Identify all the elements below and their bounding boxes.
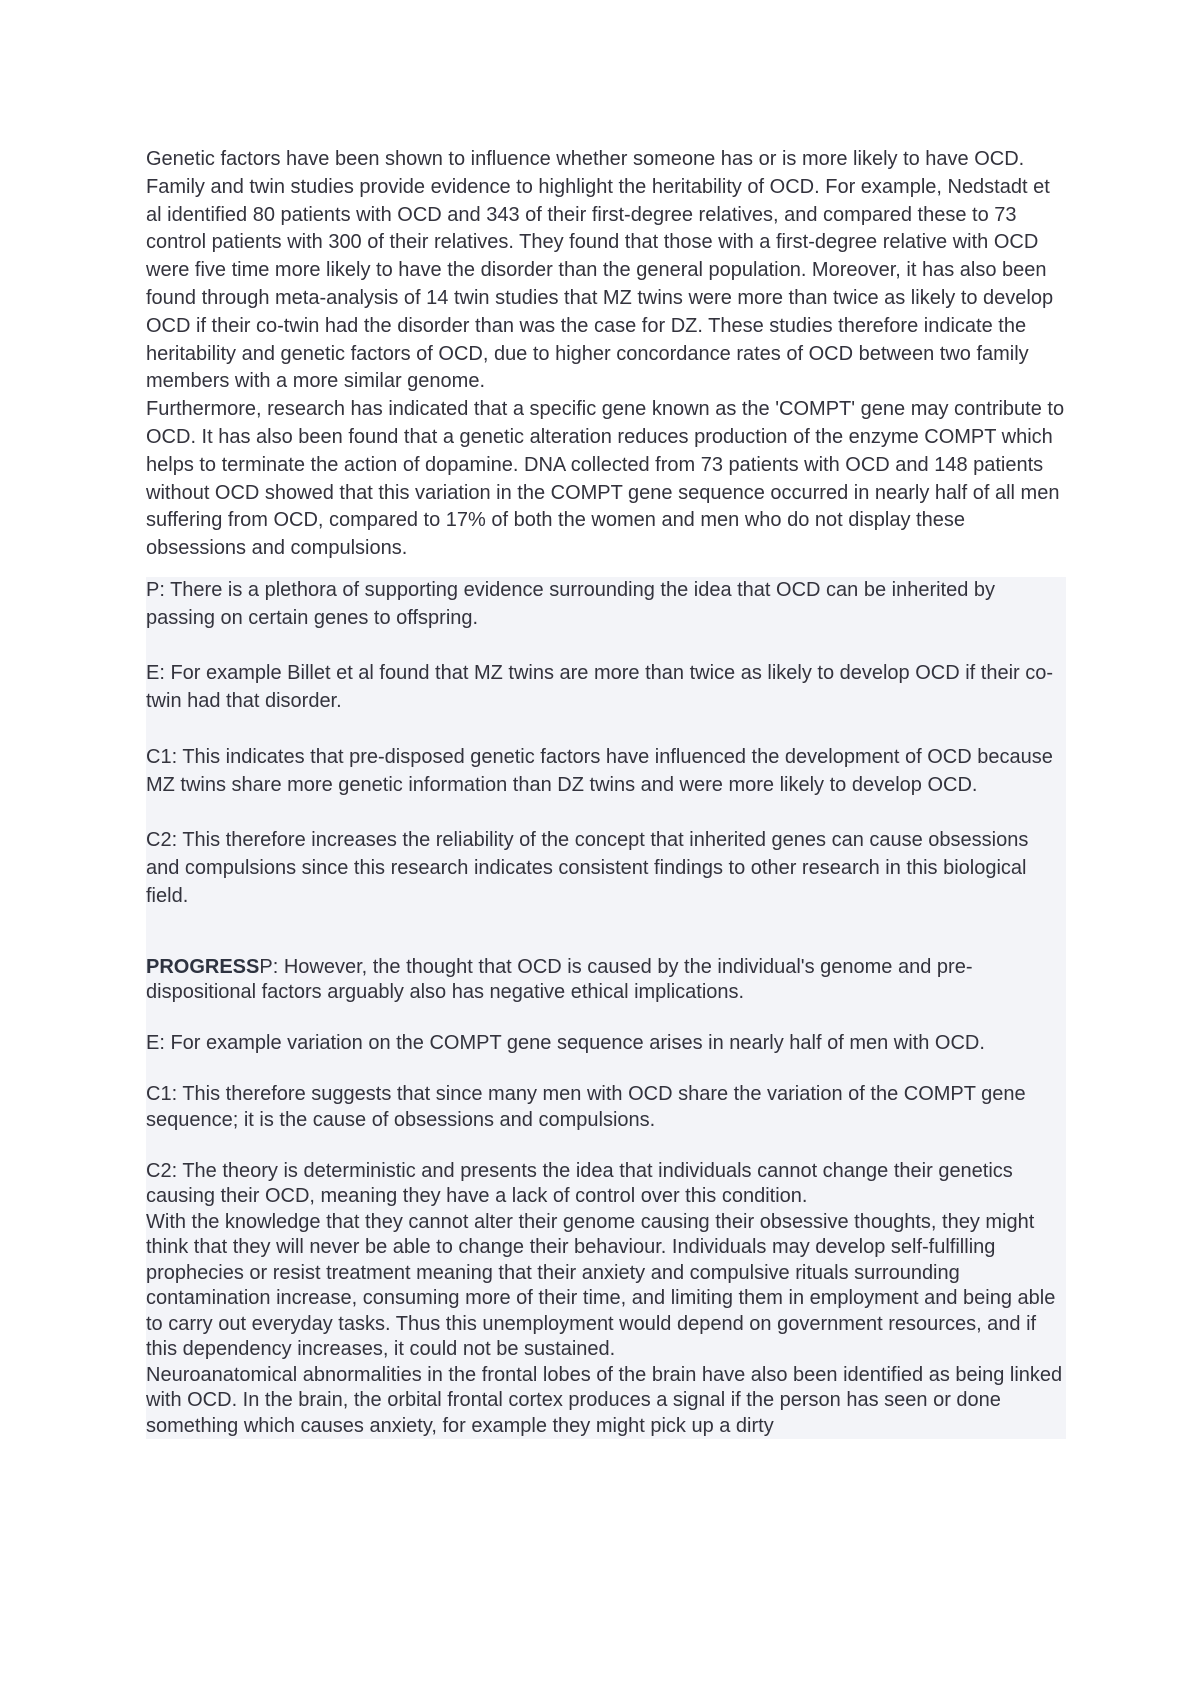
pec-section-support <box>146 577 1066 1439</box>
document-body <box>146 146 1066 1439</box>
progress-label: PROGRESS <box>146 955 260 978</box>
pec1-evidence: E: For example Billet et al found that MZ twins are more than twice as likely to develop OCD if their co-twin had that disorder. <box>146 662 1054 713</box>
neuroanatomical-paragraph: Neuroanatomical abnormalities in the frontal lobes of the brain have also been identified as being linked with OCD. In the brain, the orbital frontal cortex produces a signal if the person has seen or done something which causes anxiety, for example they might pick up a dirty <box>146 1363 1063 1437</box>
intro-section <box>146 146 1066 563</box>
pec1-comment-1: C1: This indicates that pre-disposed genetic factors have influenced the development of OCD because MZ twins share more genetic information than DZ twins and were more likely to develop OCD. <box>146 745 1053 796</box>
intro-paragraph-genetic-factors: Genetic factors have been shown to influence whether someone has or is more likely to have OCD. Family and twin studies provide evidence to highlight the heritability of OCD. For example, Nedstadt et al identified 80 patients with OCD and 343 of their first-degree relatives, and compared these to 73 control patients with 300 of their relatives. They found that those with a first-degree relative with OCD were five time more likely to have the disorder than the general population. Moreover, it has also been found through meta-analysis of 14 twin studies that MZ twins were more than twice as likely to develop OCD if their co-twin had the disorder than was the case for DZ. These studies therefore indicate the heritability and genetic factors of OCD, due to higher concordance rates of OCD between two family members with a more similar genome. <box>146 148 1054 393</box>
pec2-comment-2-continued: With the knowledge that they cannot alter their genome causing their obsessive thoughts, they might think that they will never be able to change their behaviour. Individuals may develop self-fulfilling prophecies or resist treatment meaning that their anxiety and compulsive rituals surrounding contamination increase, consuming more of their time, and limiting them in employment and being able to carry out everyday tasks. Thus this unemployment would depend on government resources, and if this dependency increases, it could not be sustained. <box>146 1210 1056 1361</box>
pec2-comment-1: C1: This therefore suggests that since many men with OCD share the variation of the COMPT gene sequence; it is the cause of obsessions and compulsions. <box>146 1083 1026 1131</box>
pec2-point-line <box>146 955 1066 1006</box>
pec1-comment-2: C2: This therefore increases the reliability of the concept that inherited genes can cause obsessions and compulsions since this research indicates consistent findings to other research in this biological field. <box>146 829 1029 907</box>
pec2-point: P: However, the thought that OCD is caused by the individual's genome and pre-dispositional factors arguably also has negative ethical implications. <box>146 955 973 1004</box>
pec2-evidence: E: For example variation on the COMPT gene sequence arises in nearly half of men with OCD. <box>146 1032 985 1055</box>
pec-section-ethics <box>146 955 1066 1440</box>
pec2-comment-2: C2: The theory is deterministic and presents the idea that individuals cannot change their genetics causing their OCD, meaning they have a lack of control over this condition. <box>146 1159 1013 1208</box>
pec1-point: P: There is a plethora of supporting evidence surrounding the idea that OCD can be inherited by passing on certain genes to offspring. <box>146 578 996 629</box>
intro-paragraph-compt-gene: Furthermore, research has indicated that a specific gene known as the 'COMPT' gene may contribute to OCD. It has also been found that a genetic alteration reduces production of the enzyme COMPT which helps to terminate the action of dopamine. DNA collected from 73 patients with OCD and 148 patients without OCD showed that this variation in the COMPT gene sequence occurred in nearly half of all men suffering from OCD, compared to 17% of both the women and men who do not display these obsessions and compulsions. <box>146 398 1065 560</box>
